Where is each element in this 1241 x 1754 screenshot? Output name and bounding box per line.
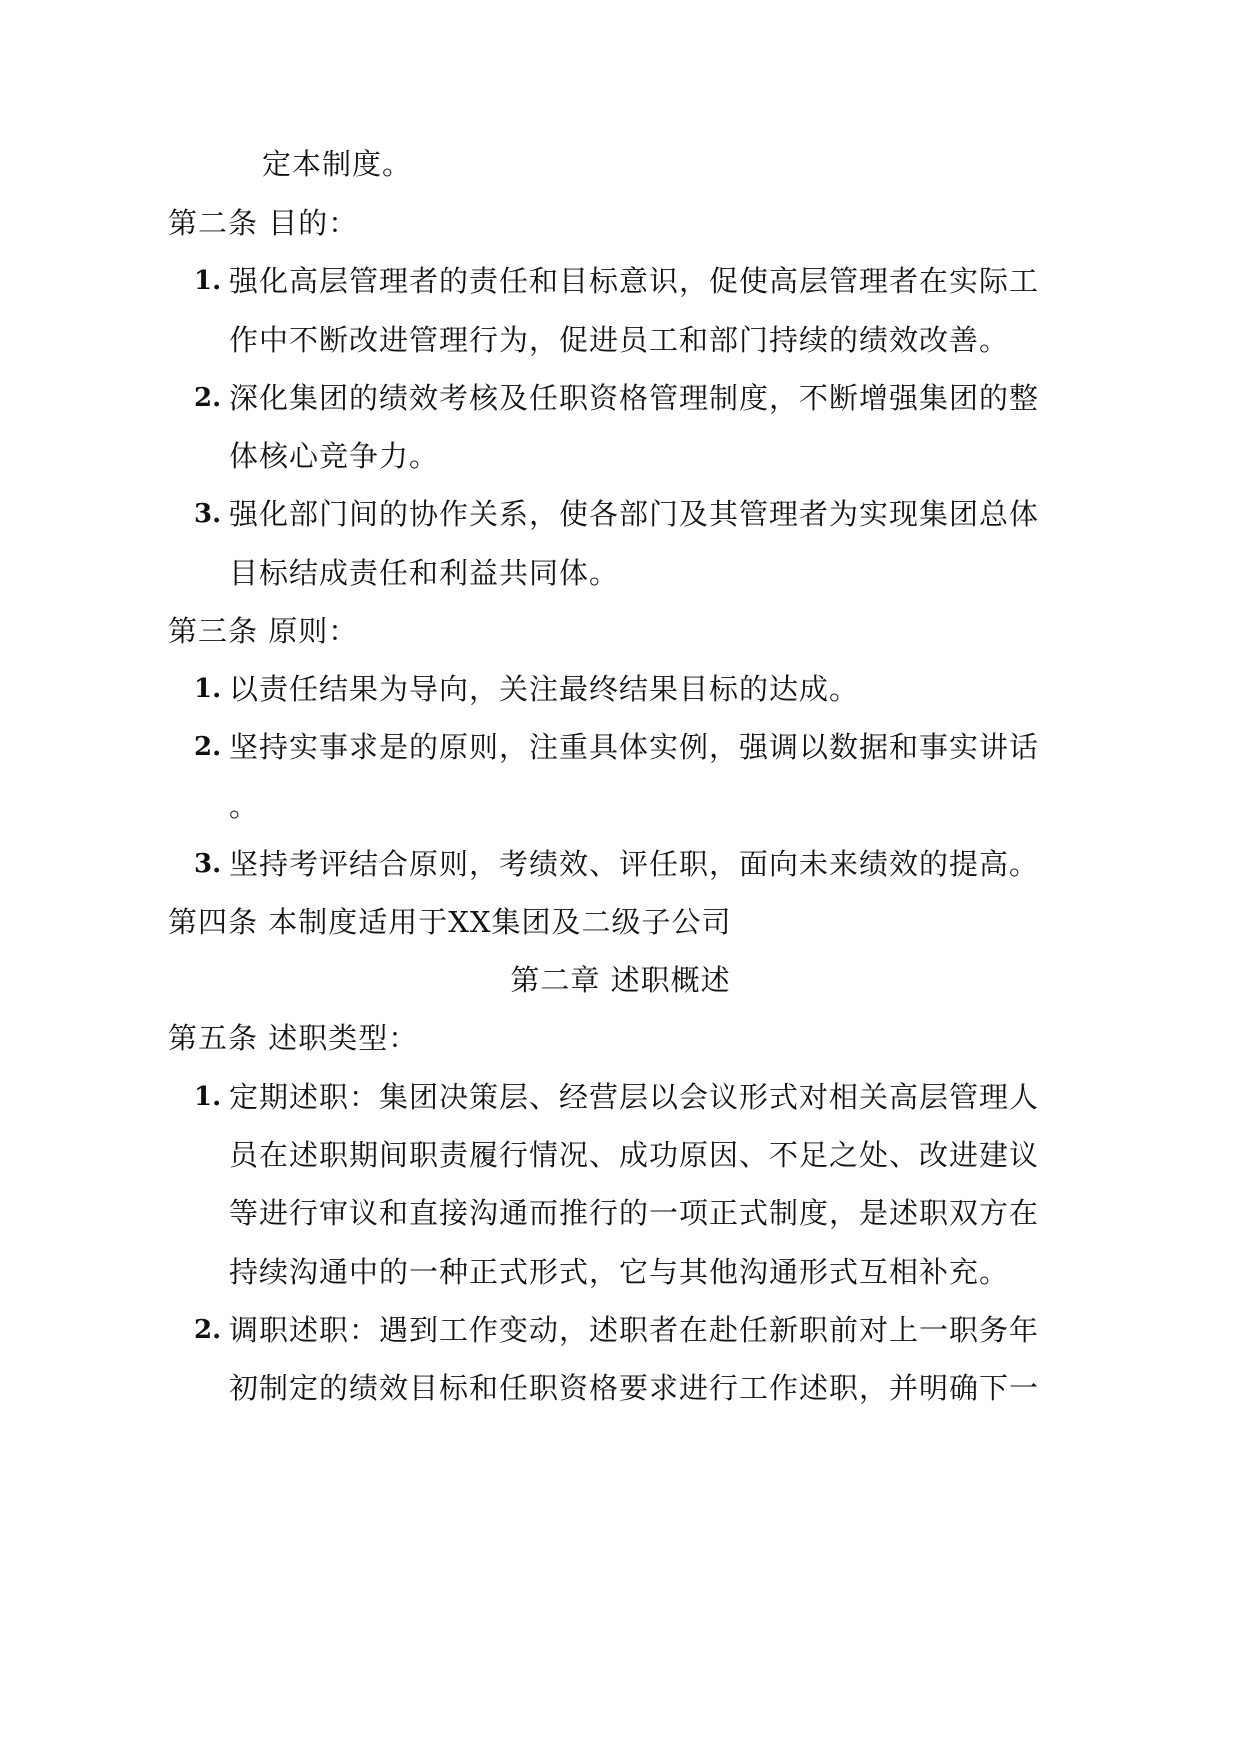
article-5-item-1-number: 1. (194, 1082, 222, 1112)
article-5-item-1-line-1: 定期述职：集团决策层、经营层以会议形式对相关高层管理人 (229, 1080, 1040, 1114)
article-5-item-2-line-1: 调职述职：遇到工作变动，述职者在赴任新职前对上一职务年 (229, 1313, 1040, 1347)
article-5-item-1-line-2: 员在述职期间职责履行情况、成功原因、不足之处、改进建议 (229, 1138, 1040, 1172)
article-5-item-2-number: 2. (194, 1315, 222, 1345)
article-2-item-3-line-2: 目标结成责任和利益共同体。 (229, 556, 620, 590)
article-2-item-3-number: 3. (194, 499, 222, 529)
chapter-2-title: 第二章 述职概述 (510, 963, 731, 997)
article-3-item-2-number: 2. (194, 732, 222, 762)
article-2-item-1-line-2: 作中不断改进管理行为，促进员工和部门持续的绩效改善。 (229, 323, 1010, 357)
article-2-heading: 第二条 目的： (168, 206, 359, 240)
article-2-item-2-line-2: 体核心竞争力。 (229, 439, 440, 473)
article-3-item-2-line-2: 。 (229, 789, 260, 823)
article-2-item-2-line-1: 深化集团的绩效考核及任职资格管理制度，不断增强集团的整 (229, 381, 1040, 415)
article-3-heading: 第三条 原则： (168, 614, 359, 648)
article-3-item-2-line-1: 坚持实事求是的原则，注重具体实例，强调以数据和事实讲话 (229, 730, 1040, 764)
article-5-heading: 第五条 述职类型： (168, 1021, 419, 1055)
intro-continuation: 定本制度。 (262, 147, 413, 181)
article-3-item-3-line-1: 坚持考评结合原则，考绩效、评任职，面向未来绩效的提高。 (229, 847, 1040, 881)
article-5-item-1-line-4: 持续沟通中的一种正式形式，它与其他沟通形式互相补充。 (229, 1255, 1010, 1289)
article-2-item-3-line-1: 强化部门间的协作关系，使各部门及其管理者为实现集团总体 (229, 497, 1040, 531)
article-3-item-1-line-1: 以责任结果为导向，关注最终结果目标的达成。 (229, 672, 860, 706)
article-2-item-1-line-1: 强化高层管理者的责任和目标意识，促使高层管理者在实际工 (229, 264, 1040, 298)
article-5-item-1-line-3: 等进行审议和直接沟通而推行的一项正式制度，是述职双方在 (229, 1196, 1040, 1230)
article-4-heading: 第四条 本制度适用于XX集团及二级子公司 (168, 905, 732, 939)
article-5-item-2-line-2: 初制定的绩效目标和任职资格要求进行工作述职，并明确下一 (229, 1371, 1040, 1405)
article-2-item-1-number: 1. (194, 266, 222, 296)
article-3-item-1-number: 1. (194, 674, 222, 704)
article-2-item-2-number: 2. (194, 383, 222, 413)
article-3-item-3-number: 3. (194, 849, 222, 879)
